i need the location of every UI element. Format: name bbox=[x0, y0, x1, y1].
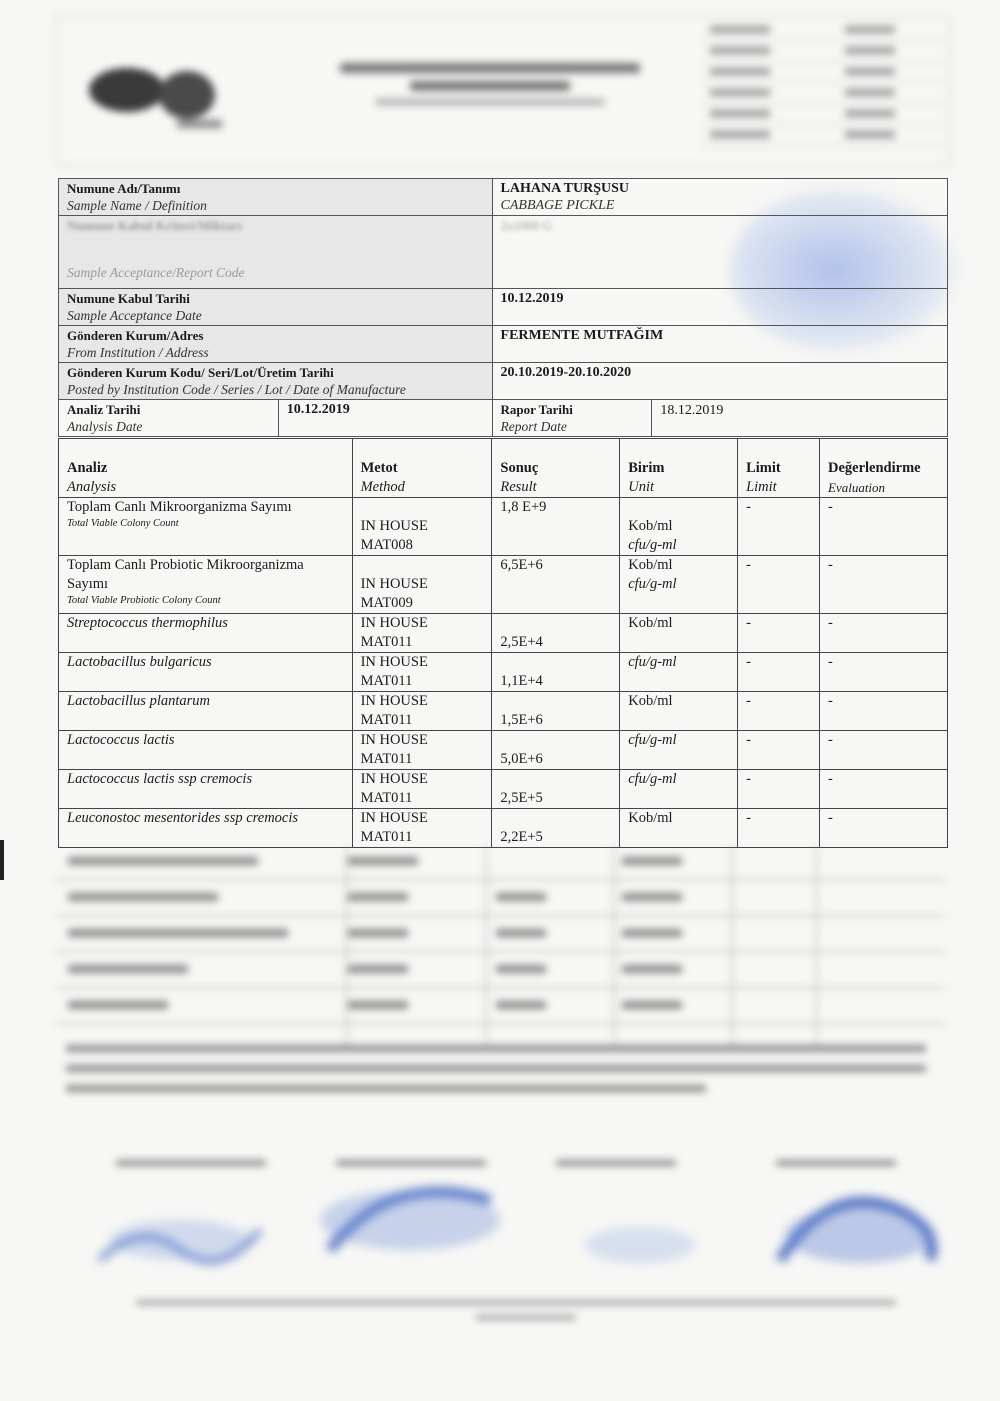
header-analysis: Analiz Analysis bbox=[59, 439, 353, 498]
signature-1 bbox=[90, 1180, 270, 1290]
table-row: Lactococcus lactis ssp cremocis IN HOUSE MAT011 2,5E+5 cfu/g-ml - - bbox=[59, 770, 948, 809]
sample-name-label: Numune Adı/Tanımı bbox=[67, 181, 181, 196]
sample-info-table bbox=[58, 178, 948, 437]
acceptance-date-row bbox=[59, 289, 948, 326]
acceptance-date-label-en: Sample Acceptance Date bbox=[67, 308, 202, 323]
header-unit: Birim Unit bbox=[620, 439, 738, 498]
table-row: Leuconostoc mesentorides ssp cremocis IN HOUSE MAT011 2,2E+5 Kob/ml - - bbox=[59, 809, 948, 848]
institution-code-value: 20.10.2019-20.10.2020 bbox=[500, 365, 632, 380]
acceptance-date-value: 10.12.2019 bbox=[500, 291, 564, 306]
header-evaluation: Değerlendirme Evaluation bbox=[820, 439, 948, 498]
institution-value: FERMENTE MUTFAĞIM bbox=[500, 328, 664, 343]
dates-row bbox=[59, 400, 948, 437]
acceptance-date-label: Numune Kabul Tarihi bbox=[67, 291, 190, 306]
signature-2 bbox=[310, 1160, 510, 1270]
report-title bbox=[330, 55, 650, 115]
institution-code-row bbox=[59, 363, 948, 400]
analysis-results-table bbox=[58, 438, 948, 848]
table-row: Toplam Canlı Probiotic Mikroorganizma Sayımı Total Viable Probiotic Colony Count IN HOUSE MAT009 6,5E+6 Kob/ml cfu/g-ml - - bbox=[59, 556, 948, 614]
table-row: Lactococcus lactis IN HOUSE MAT011 5,0E+6 cfu/g-ml - - bbox=[59, 731, 948, 770]
analysis-date-value: 10.12.2019 bbox=[286, 402, 350, 417]
acceptance-criteria-label: Numune Kabul Kriteri/Miktarı bbox=[67, 218, 242, 233]
institution-code-label: Gönderen Kurum Kodu/ Seri/Lot/Üretim Tarihi bbox=[67, 365, 334, 380]
header-limit: Limit Limit bbox=[738, 439, 820, 498]
report-date-value: 18.12.2019 bbox=[660, 403, 724, 418]
sample-name-value-en: CABBAGE PICKLE bbox=[500, 198, 615, 213]
institution-code-label-en: Posted by Institution Code / Series / Lot / Date of Manufacture bbox=[67, 382, 406, 397]
table-row: Lactobacillus bulgaricus IN HOUSE MAT011 1,1E+4 cfu/g-ml - - bbox=[59, 653, 948, 692]
header-method: Metot Method bbox=[352, 439, 492, 498]
scan-edge-mark bbox=[0, 840, 4, 880]
sample-name-value: LAHANA TURŞUSU bbox=[500, 181, 630, 196]
report-date-label: Rapor Tarihi bbox=[500, 402, 573, 417]
table-header-row bbox=[59, 439, 948, 498]
report-date-label-en: Report Date bbox=[500, 419, 567, 434]
institution-row bbox=[59, 326, 948, 363]
sample-name-label-en: Sample Name / Definition bbox=[67, 198, 207, 213]
analysis-date-label-en: Analysis Date bbox=[67, 419, 143, 434]
institution-logo bbox=[82, 50, 232, 140]
acceptance-criteria-value: 2x1000 G bbox=[500, 218, 553, 233]
analysis-date-label: Analiz Tarihi bbox=[67, 402, 141, 417]
document-control-box bbox=[700, 20, 945, 160]
table-row: Toplam Canlı Mikroorganizma Sayımı Total Viable Colony Count IN HOUSE MAT008 1,8 E+9 Kob/ml cfu/g-ml - - bbox=[59, 498, 948, 556]
acceptance-criteria-row bbox=[59, 216, 948, 289]
institution-label: Gönderen Kurum/Adres bbox=[67, 328, 204, 343]
header-result: Sonuç Result bbox=[492, 439, 620, 498]
acceptance-code-label-en: Sample Acceptance/Report Code bbox=[67, 265, 245, 280]
table-row: Lactobacillus plantarum IN HOUSE MAT011 1,5E+6 Kob/ml - - bbox=[59, 692, 948, 731]
signature-3 bbox=[560, 1190, 740, 1300]
table-row: Streptococcus thermophilus IN HOUSE MAT011 2,5E+4 Kob/ml - - bbox=[59, 614, 948, 653]
institution-label-en: From Institution / Address bbox=[67, 345, 209, 360]
signature-4 bbox=[770, 1170, 950, 1280]
sample-name-row bbox=[59, 179, 948, 216]
